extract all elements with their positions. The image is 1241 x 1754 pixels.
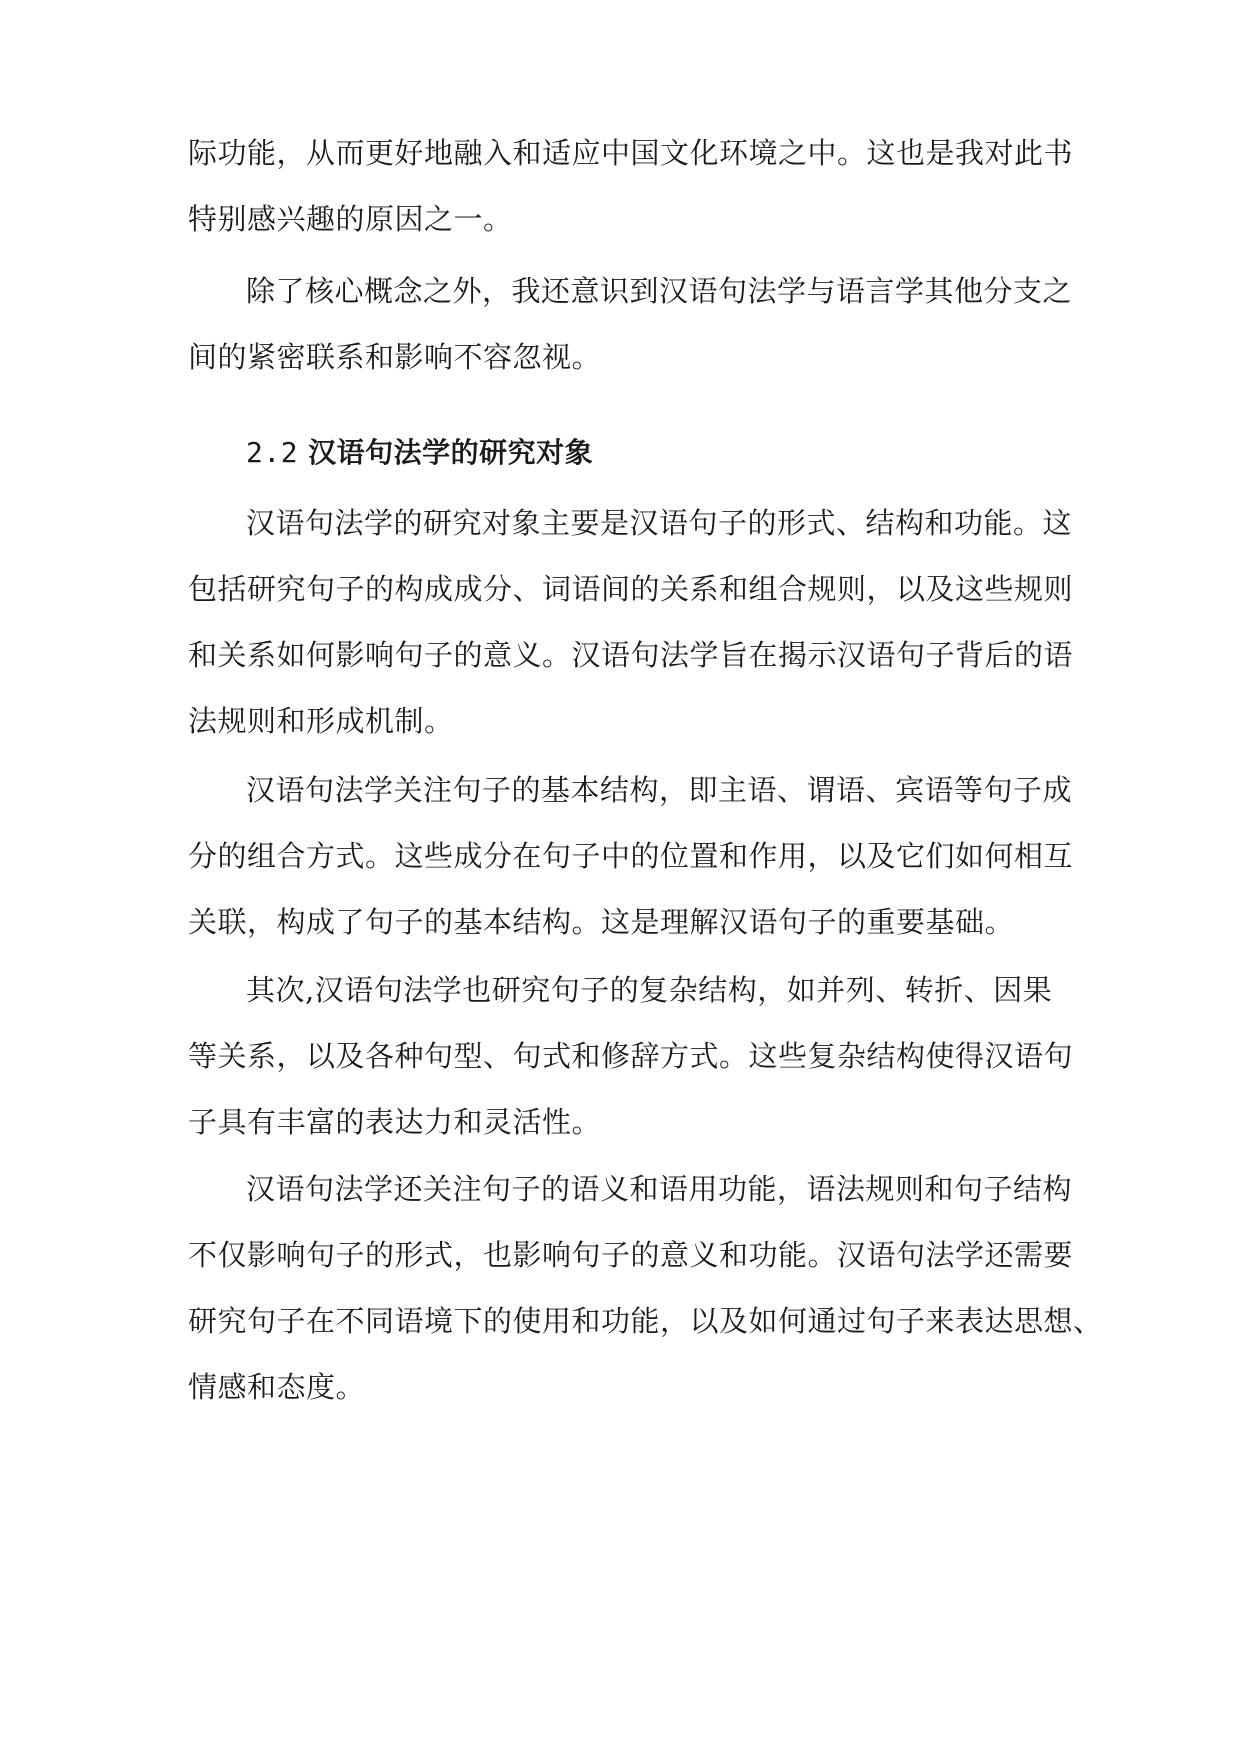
paragraph-1-line-1: 际功能，从而更好地融入和适应中国文化环境之中。这也是我对此书 bbox=[188, 136, 1074, 170]
section-paragraph-4-line-2: 不仅影响句子的形式，也影响句子的意义和功能。汉语句法学还需要 bbox=[188, 1238, 1074, 1272]
section-paragraph-1-line-1: 汉语句法学的研究对象主要是汉语句子的形式、结构和功能。这 bbox=[246, 506, 1073, 540]
paragraph-2-line-2: 间的紧密联系和影响不容忽视。 bbox=[188, 340, 602, 374]
section-paragraph-2-line-3: 关联，构成了句子的基本结构。这是理解汉语句子的重要基础。 bbox=[188, 905, 1015, 939]
section-paragraph-4-line-3: 研究句子在不同语境下的使用和功能，以及如何通过句子来表达思想、 bbox=[188, 1304, 1103, 1338]
section-paragraph-1-line-4: 法规则和形成机制。 bbox=[188, 704, 454, 738]
section-paragraph-3-line-1: 其次,汉语句法学也研究句子的复杂结构，如并列、转折、因果 bbox=[246, 973, 1053, 1007]
section-title: 汉语句法学的研究对象 bbox=[308, 436, 594, 469]
paragraph-1-line-2: 特别感兴趣的原因之一。 bbox=[188, 202, 513, 236]
section-paragraph-3-line-2: 等关系，以及各种句型、句式和修辞方式。这些复杂结构使得汉语句 bbox=[188, 1039, 1074, 1073]
section-number: 2.2 bbox=[246, 436, 299, 469]
paragraph-2-line-1: 除了核心概念之外，我还意识到汉语句法学与语言学其他分支之 bbox=[246, 274, 1073, 308]
section-paragraph-2-line-1: 汉语句法学关注句子的基本结构，即主语、谓语、宾语等句子成 bbox=[246, 773, 1073, 807]
section-paragraph-4-line-4: 情感和态度。 bbox=[188, 1370, 366, 1404]
section-paragraph-4-line-1: 汉语句法学还关注句子的语义和语用功能，语法规则和句子结构 bbox=[246, 1172, 1073, 1206]
section-paragraph-1-line-2: 包括研究句子的构成成分、词语间的关系和组合规则，以及这些规则 bbox=[188, 572, 1074, 606]
section-paragraph-3-line-3: 子具有丰富的表达力和灵活性。 bbox=[188, 1105, 602, 1139]
section-paragraph-1-line-3: 和关系如何影响句子的意义。汉语句法学旨在揭示汉语句子背后的语 bbox=[188, 638, 1074, 672]
section-paragraph-2-line-2: 分的组合方式。这些成分在句子中的位置和作用，以及它们如何相互 bbox=[188, 839, 1074, 873]
section-heading bbox=[246, 433, 593, 473]
